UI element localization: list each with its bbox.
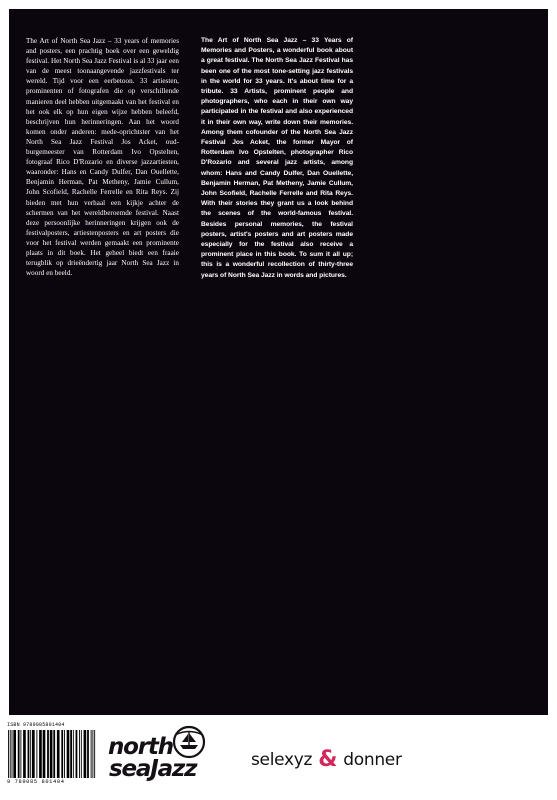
dutch-description (26, 36, 179, 278)
english-description-text: The Art of North Sea Jazz – 33 Years of Memories and Posters, a wonderful book about a great festival. The North Sea Jazz Festival has been one of the most tone-setting jazz festivals in the world for 33 years. It's about time for a tribute. 33 Artists, prominent people and photographers, who each in their own way participated in the festival and also experienced it in their own way, write down their memories. Among them cofounder of the North Sea Jazz Festival Jos Acket, the former Mayor of Rotterdam Ivo Opstelten, photographer Rico D'Rozario and several jazz artists, among whom: Hans and Candy Dulfer, Dan Ouellette, Benjamin Herman, Pat Metheny, Jamie Cullum, John Scofield, Rachelle Ferrelle and Rita Reys. With their stories they grant us a look behind the scenes of the world-famous festival. Besides personal memories, the festival posters, artist's posters and art posters made especially for the festival also receive a prominent place in this book. To sum it all up; this is a wonderful recollection of thirty-three years of North Sea Jazz in words and pictures. (201, 37, 353, 279)
isbn-label: ISBN 9789085801404 (7, 722, 65, 728)
ampersand-mark: & (318, 747, 338, 772)
selexyz-donner-logo (251, 747, 402, 773)
donner-wordmark: donner (343, 750, 402, 770)
north-sea-jazz-emblem-icon (172, 724, 206, 760)
isbn-digits: 9 789085 801404 (7, 779, 65, 785)
nsj-logo-north: north (108, 734, 173, 760)
barcode (7, 722, 97, 788)
dutch-description-text: The Art of North Sea Jazz – 33 years of memories and posters, een prachtig boek over een geweldig festival. Het North Sea Jazz Festival is al 33 jaar een van de meest toonaangevende jazzfestivals ter wereld. Tijd voor een eerbetoon. 33 artiesten, prominenten of fotografen die op verschillende manieren deel hebben uitgemaakt van het festival en het ook elk op hun eigen wijze hebben beleefd, beschrijven hun herinneringen. Aan het woord komen onder anderen: mede-oprichtster van het North Sea Jazz Festival Jos Acket, oud-burgemeester van Rotterdam Ivo Opstelten, fotograaf Rico D'Rozario en diverse jazzartiesten, waaronder: Hans en Candy Dulfer, Dan Ouellette, Benjamin Herman, Pat Metheny, Jamie Cullum, John Scofield, Rachelle Ferrelle en Rita Reys. Zij bieden met hun verhaal een kijkje achter de schermen van het wereldberoemde festival. Naast deze persoonlijke herinneringen krijgen ook de festivalposters, artiestenposters en art posters die voor het festival werden gemaakt een prominente plaats in dit boek. Het geheel biedt een fraaie terugblik op drieëndertig jaar North Sea Jazz in woord en beeld. (26, 37, 179, 278)
barcode-icon (7, 730, 97, 778)
selexyz-wordmark: selexyz (251, 750, 313, 770)
north-sea-jazz-logo (108, 722, 238, 788)
english-description (201, 36, 353, 281)
nsj-logo-sea-jazz: seaJazz (109, 756, 197, 782)
